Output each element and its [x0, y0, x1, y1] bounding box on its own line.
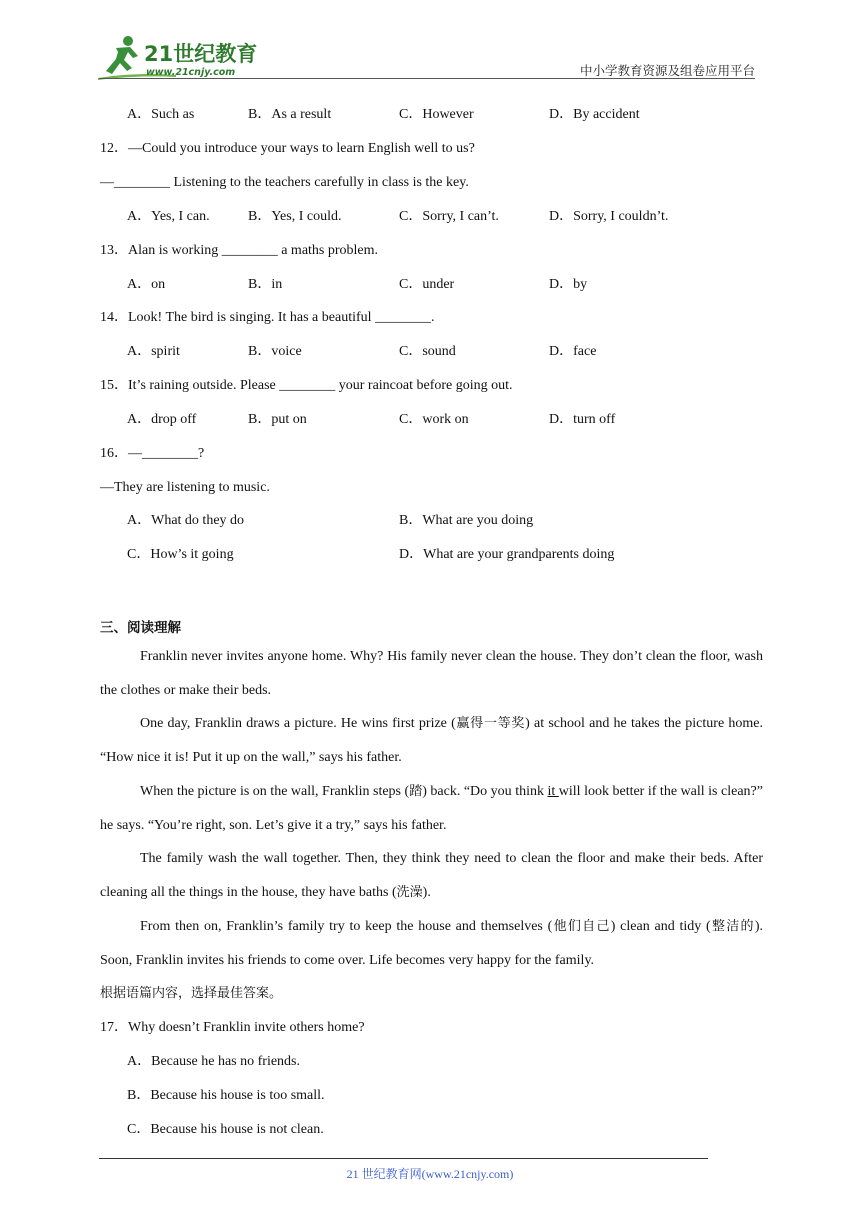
q14-option-d: D．face	[549, 344, 597, 359]
q14-option-b: B．voice	[248, 344, 302, 359]
logo-text: 21世纪教育	[144, 42, 258, 66]
q16-reply: —They are listening to music.	[100, 480, 270, 495]
q16-stem: 16．—________?	[100, 446, 205, 461]
p2-gloss: 赢得一等奖	[455, 716, 526, 731]
p4-text-a: The family wash the wall together. Then, they think they need to clean the floor and make their beds. After cleaning all the things in the house, they have baths (	[100, 851, 763, 900]
p3-underlined-word: it	[547, 784, 559, 799]
q11-option-a: A．Such as	[127, 107, 195, 122]
q14-option-a: A．spirit	[127, 344, 180, 359]
q11-option-c: C．However	[399, 107, 474, 122]
q13-option-c: C．under	[399, 277, 455, 292]
p5-text-c: ). Soon, Franklin invites his friends to come over. Life becomes very happy for the family.	[100, 919, 763, 968]
p4-gloss: 洗澡	[396, 884, 423, 900]
passage-paragraph-3	[100, 775, 763, 842]
p2-text-b: ) at school and he takes the picture home. “How nice it is! Put it up on the wall,” says his father.	[100, 716, 763, 765]
p5-text-b: ) clean and tidy (	[610, 919, 711, 934]
p5-gloss-2: 整洁的	[710, 919, 755, 934]
p3-text-a: When the picture is on the wall, Franklin steps (	[140, 784, 410, 799]
q16-option-a: A．What do they do	[127, 513, 245, 528]
q13-option-d: D．by	[549, 277, 588, 292]
q17-option-b: B．Because his house is too small.	[127, 1088, 325, 1103]
header-divider	[99, 78, 755, 79]
q12-option-a: A．Yes, I can.	[127, 209, 210, 224]
p5-gloss-1: 他们自己	[552, 919, 611, 934]
p2-text-a: One day, Franklin draws a picture. He wins first prize (	[140, 716, 456, 731]
passage-paragraph-5	[100, 910, 763, 977]
q13-stem: 13．Alan is working ________ a maths problem.	[100, 243, 379, 258]
q16-option-b: B．What are you doing	[399, 513, 534, 528]
q12-option-b: B．Yes, I could.	[248, 209, 342, 224]
p1-text: Franklin never invites anyone home. Why? His family never clean the house. They don’t clean the floor, wash the clothes or make their beds.	[100, 649, 763, 698]
p4-text-b: ).	[422, 884, 431, 900]
q15-stem: 15．It’s raining outside. Please ________ your raincoat before going out.	[100, 378, 513, 393]
q12-option-d: D．Sorry, I couldn’t.	[549, 209, 669, 224]
q15-option-d: D．turn off	[549, 412, 616, 427]
footer-divider	[99, 1158, 708, 1159]
p3-gloss: 踏	[409, 784, 423, 799]
q17-option-c: C．Because his house is not clean.	[127, 1122, 324, 1137]
q11-option-b: B．As a result	[248, 107, 332, 122]
footer-text[interactable]: 21 世纪教育网(www.21cnjy.com)	[346, 1167, 514, 1181]
section-title: 三、阅读理解	[100, 620, 181, 636]
q11-option-d: D．By accident	[549, 107, 640, 122]
q15-option-a: A．drop off	[127, 412, 197, 427]
q12-reply: —________ Listening to the teachers carefully in class is the key.	[100, 175, 469, 190]
q15-option-c: C．work on	[399, 412, 469, 427]
p3-text-c: will look better if the wall is clean?” he says. “You’re right, son. Let’s give it a try,” says his father.	[100, 784, 763, 833]
passage-paragraph-4	[100, 842, 763, 909]
q15-option-b: B．put on	[248, 412, 307, 427]
p5-text-a: From then on, Franklin’s family try to keep the house and themselves (	[140, 919, 553, 934]
q16-option-d: D．What are your grandparents doing	[399, 547, 615, 562]
q17-option-a: A．Because he has no friends.	[127, 1054, 301, 1069]
q13-option-a: A．on	[127, 277, 166, 292]
q12-option-c: C．Sorry, I can’t.	[399, 209, 499, 224]
site-logo	[96, 34, 276, 80]
p3-text-b: ) back. “Do you think	[422, 784, 548, 799]
platform-name: 中小学教育资源及组卷应用平台	[579, 63, 755, 78]
q14-stem: 14．Look! The bird is singing. It has a beautiful ________.	[100, 310, 435, 325]
logo-url: www.21cnjy.com	[146, 67, 236, 78]
q16-option-c: C．How’s it going	[127, 547, 234, 562]
passage-paragraph-1	[100, 640, 763, 707]
q13-option-b: B．in	[248, 277, 283, 292]
q17-stem: 17．Why doesn’t Franklin invite others home?	[100, 1020, 365, 1035]
reading-instruction: 根据语篇内容，选择最佳答案。	[100, 986, 283, 1001]
q12-stem: 12．—Could you introduce your ways to learn English well to us?	[100, 141, 475, 156]
q14-option-c: C．sound	[399, 344, 456, 359]
passage-paragraph-2	[100, 707, 763, 774]
